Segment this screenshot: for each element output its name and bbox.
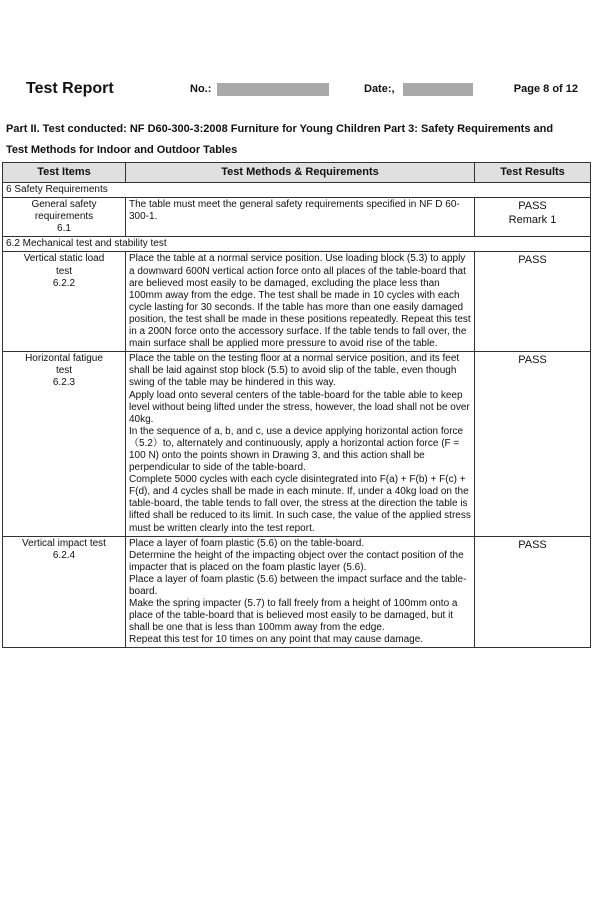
- test-method-cell: Place the table at a normal service position. Use loading block (5.3) to apply a downward 600N vertical action force onto all places of the table-board that are believed most easily to be damaged, excluding the place less than 100mm away from the edge. The test shall be made in 10 cycles with each cycle lasting for 30 seconds. If the table has more than one easily damaged position, the test shall be made in these positions repeatedly. Repeat this test in a 200N force onto the accessory surface. If the table tends to fall over, the main surface shall be applied more pressure to avoid rise of the table.: [126, 252, 475, 352]
- test-item-clause: 6.2.3: [52, 377, 76, 389]
- page-number: Page 8 of 12: [513, 83, 578, 95]
- report-title: Test Report: [26, 80, 114, 97]
- method-paragraph: Make the spring impacter (5.7) to fall freely from a height of 100mm onto a place of the table-board that is believed most easily to be damaged, but it shall be one that is less than 100mm away from the edge.: [129, 598, 458, 634]
- test-result-cell: [475, 198, 591, 237]
- test-item-clause: 6.2.4: [52, 549, 76, 561]
- section-row: [3, 183, 591, 198]
- redacted-report-date: [403, 83, 473, 96]
- test-method-cell: [126, 352, 475, 536]
- test-item-cell: [3, 252, 126, 352]
- column-header-test-items: Test Items: [3, 163, 126, 183]
- column-header-test-results: Test Results: [475, 163, 591, 183]
- report-number-label: No.:: [190, 83, 212, 95]
- part-heading: [6, 119, 592, 161]
- part-heading-line-1: Part II. Test conducted: NF D60-300-3:2008 Furniture for Young Children Part 3: Safety Requirements and: [6, 123, 554, 135]
- table-row: [3, 252, 591, 352]
- test-item-clause: 6.1: [57, 223, 71, 235]
- method-paragraph: Place a layer of foam plastic (5.6) between the impact surface and the table-board.: [129, 573, 467, 597]
- test-item-name: Vertical impact test: [22, 537, 106, 549]
- table-row: [3, 198, 591, 237]
- method-paragraph: Apply load onto several centers of the table-board for the table able to keep level without being lifted under the stress, however, the load shall not be over 40kg.: [129, 389, 470, 425]
- test-result-cell: PASS: [475, 536, 591, 648]
- redacted-report-number: [217, 83, 329, 96]
- test-item-name: test: [55, 365, 73, 377]
- test-method-cell: [126, 536, 475, 648]
- method-paragraph: Place the table on the testing floor at a normal service position, and its feet shall be laid against stop block (5.5) to avoid slip of the table, even though swing of the table may be hindered in this way.: [129, 353, 460, 389]
- test-item-clause: 6.2.2: [52, 277, 76, 289]
- table-row: [3, 536, 591, 648]
- test-item-name: General safety: [31, 199, 97, 211]
- test-item-name: requirements: [34, 211, 94, 223]
- method-paragraph: Repeat this test for 10 times on any point that may cause damage.: [129, 634, 424, 646]
- table-header-row: [3, 163, 591, 183]
- method-paragraph: Place a layer of foam plastic (5.6) on the table-board.: [129, 537, 365, 549]
- method-paragraph: Complete 5000 cycles with each cycle disintegrated into F(a) + F(b) + F(c) + F(d), and 4 cycles shall be made in each minute. If, under a 40kg load on the table-board, the table tends to fall over, the stress at the direction the table is lifted shall be reduced to its limit. In such case, the value of the applied stress must be written clearly into the test report.: [129, 474, 471, 534]
- test-result-cell: PASS: [475, 352, 591, 536]
- test-item-cell: [3, 536, 126, 648]
- method-paragraph: In the sequence of a, b, and c, use a device applying horizontal action force （5.2）to, alternately and continuously, apply a horizontal action force (F = 100 N) onto the points shown in Drawing 3, and this action shall be perpendicular to side of the table-board.: [129, 425, 464, 474]
- test-method-cell: The table must meet the general safety requirements specified in NF D 60-300-1.: [126, 198, 475, 237]
- test-item-name: Horizontal fatigue: [25, 353, 103, 365]
- report-header: [22, 80, 582, 100]
- report-date-label: Date:,: [364, 83, 395, 95]
- column-header-test-methods: Test Methods & Requirements: [126, 163, 475, 183]
- test-item-name: test: [55, 265, 73, 277]
- test-item-cell: [3, 198, 126, 237]
- section-title: 6 Safety Requirements: [3, 183, 591, 198]
- section-row: [3, 237, 591, 252]
- section-title: 6.2 Mechanical test and stability test: [3, 237, 591, 252]
- test-result-value: PASS: [518, 200, 547, 213]
- test-item-name: Vertical static load: [23, 253, 105, 265]
- test-item-cell: [3, 352, 126, 536]
- table-row: [3, 352, 591, 536]
- test-result-remark: Remark 1: [508, 214, 557, 227]
- method-paragraph: Determine the height of the impacting object over the contact position of the impacter that is placed on the foam plastic layer (5.6).: [129, 549, 464, 573]
- part-heading-line-2: Test Methods for Indoor and Outdoor Tables: [6, 144, 238, 156]
- test-result-cell: PASS: [475, 252, 591, 352]
- test-results-table: [2, 162, 591, 648]
